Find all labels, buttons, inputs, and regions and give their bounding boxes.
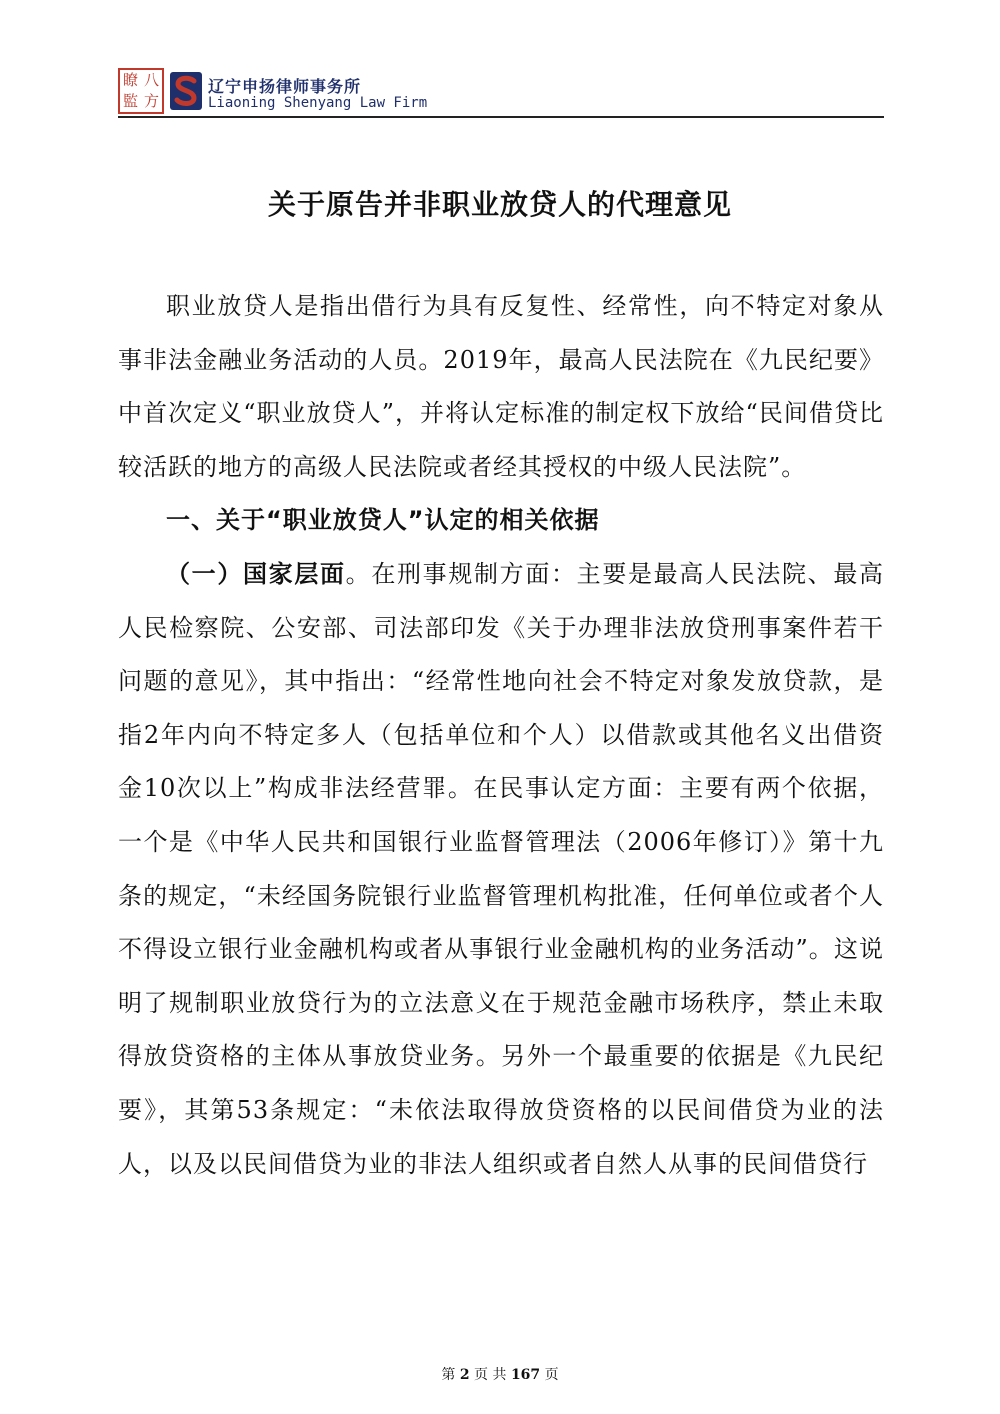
page-footer (0, 1364, 1000, 1384)
intro-paragraph: 职业放贷人是指出借行为具有反复性、经常性，向不特定对象从事非法金融业务活动的人员。2019年，最高人民法院在《九民纪要》中首次定义“职业放贷人”，并将认定标准的制定权下放给“民间借贷比较活跃的地方的高级人民法院或者经其授权的中级人民法院”。 (118, 292, 884, 481)
seal-char: 瞭 (122, 71, 138, 89)
page-total: 167 (510, 1367, 541, 1383)
page-number: 2 (459, 1367, 470, 1383)
firm-name-cn: 辽宁申扬律师事务所 (208, 77, 362, 96)
seal-char: 方 (143, 92, 159, 110)
firm-name-en: Liaoning Shenyang Law Firm (208, 95, 428, 111)
document-body (118, 280, 884, 1191)
document-title: 关于原告并非职业放贷人的代理意见 (267, 188, 732, 221)
footer-prefix: 第 (441, 1367, 456, 1383)
firm-seal-logo (118, 68, 164, 114)
letterhead (118, 68, 884, 118)
seal-char: 八 (143, 71, 159, 89)
s-logo-icon (170, 72, 202, 110)
section-paragraph (118, 548, 884, 1191)
section-heading: 一、关于“职业放贷人”认定的相关依据 (166, 506, 600, 535)
subsection-lead: （一）国家层面 (166, 559, 346, 588)
header-divider (118, 116, 884, 118)
subsection-body: 。在刑事规制方面：主要是最高人民法院、最高人民检察院、公安部、司法部印发《关于办理非法放贷刑事案件若干问题的意见》，其中指出：“经常性地向社会不特定对象发放贷款，是指2年内向不特定多人（包括单位和个人）以借款或其他名义出借资金10次以上”构成非法经营罪。在民事认定方面：主要有两个依据，一个是《中华人民共和国银行业监督管理法（2006年修订）》第十九条的规定，“未经国务院银行业监督管理机构批准，任何单位或者个人不得设立银行业金融机构或者从事银行业金融机构的业务活动”。这说明了规制职业放贷行为的立法意义在于规范金融市场秩序，禁止未取得放贷资格的主体从事放贷业务。另外一个最重要的依据是《九民纪要》，其第53条规定：“未依法取得放贷资格的以民间借贷为业的法人，以及以民间借贷为业的非法人组织或者自然人从事的民间借贷行 (118, 559, 885, 1178)
seal-char: 監 (122, 92, 138, 110)
footer-middle: 页 共 (474, 1367, 507, 1383)
footer-suffix: 页 (544, 1367, 559, 1383)
